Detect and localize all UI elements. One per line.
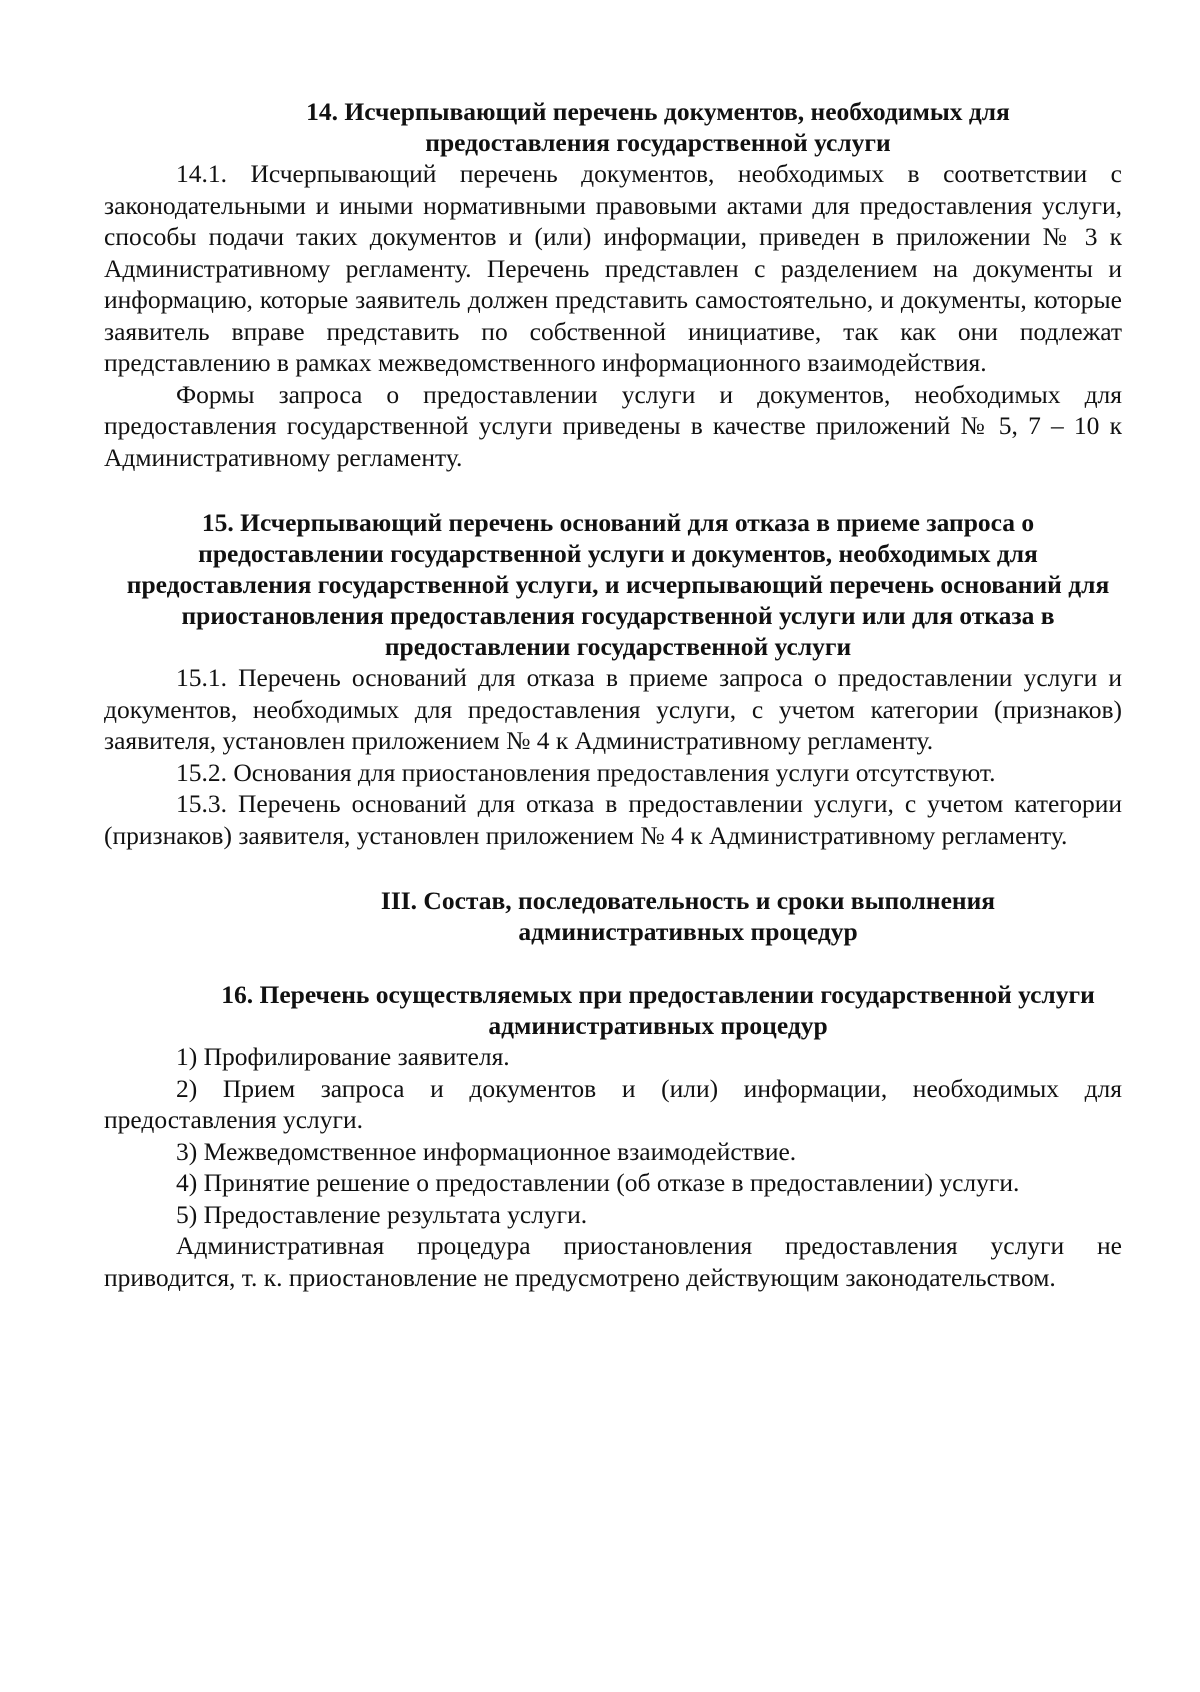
- section-14-forms-paragraph: Формы запроса о предоставлении услуги и документов, необходимых для предоставления государственной услуги приведены в качестве приложений № 5, 7 – 10 к Административному регламенту.: [104, 379, 1122, 472]
- suspension-note-paragraph: Административная процедура приостановления предоставления услуги не приводится, т. к. приостановление не предусмотрено действующим законодательством.: [104, 1231, 1122, 1292]
- spacer: [104, 947, 1122, 979]
- section-15-heading: 15. Исчерпывающий перечень оснований для отказа в приеме запроса о предоставлении государственной услуги и документов, необходимых для предоставления государственной услуги, и исчерпывающий перечень оснований для приостановления предоставления государственной услуги или для отказа в предоставлении государственной услуги: [126, 508, 1110, 661]
- section-15-2-paragraph: 15.2. Основания для приостановления предоставления услуги отсутствуют.: [176, 757, 996, 787]
- spacer: [104, 851, 1122, 885]
- document-body: [104, 96, 1122, 1293]
- procedure-item-3: 3) Межведомственное информационное взаимодействие.: [176, 1136, 797, 1166]
- section-14-heading: 14. Исчерпывающий перечень документов, необходимых для предоставления государственной услуги: [306, 97, 1010, 157]
- section-15-1-paragraph: 15.1. Перечень оснований для отказа в приеме запроса о предоставлении услуги и документов, необходимых для предоставления услуги, с учетом категории (признаков) заявителя, установлен приложением № 4 к Административному регламенту.: [104, 663, 1122, 755]
- procedure-item-1: 1) Профилирование заявителя.: [176, 1042, 510, 1071]
- section-15-3-paragraph: 15.3. Перечень оснований для отказа в предоставлении услуги, с учетом категории (признаков) заявителя, установлен приложением № 4 к Административному регламенту.: [104, 789, 1122, 850]
- spacer: [104, 473, 1122, 507]
- procedure-item-5: 5) Предоставление результата услуги.: [176, 1199, 588, 1229]
- procedure-item-2: 2) Прием запроса и документов и (или) информации, необходимых для предоставления услуги.: [104, 1073, 1122, 1134]
- section-14-1-paragraph: 14.1. Исчерпывающий перечень документов, необходимых в соответствии с законодательными и иными нормативными правовыми актами для предоставления услуги, способы подачи таких документов и (или) информации, приведен в приложении № 3 к Административному регламенту. Перечень представлен с разделением на документы и информацию, которые заявитель должен представить самостоятельно, и документы, которые заявитель вправе представить по собственной инициативе, так как они подлежат представлению в рамках межведомственного информационного взаимодействия.: [104, 159, 1122, 377]
- chapter-III-heading: III. Состав, последовательность и сроки выполнения административных процедур: [380, 886, 996, 946]
- section-16-heading: 16. Перечень осуществляемых при предоставлении государственной услуги административных процедур: [221, 980, 1095, 1040]
- procedure-item-4: 4) Принятие решение о предоставлении (об отказе в предоставлении) услуги.: [176, 1168, 1020, 1197]
